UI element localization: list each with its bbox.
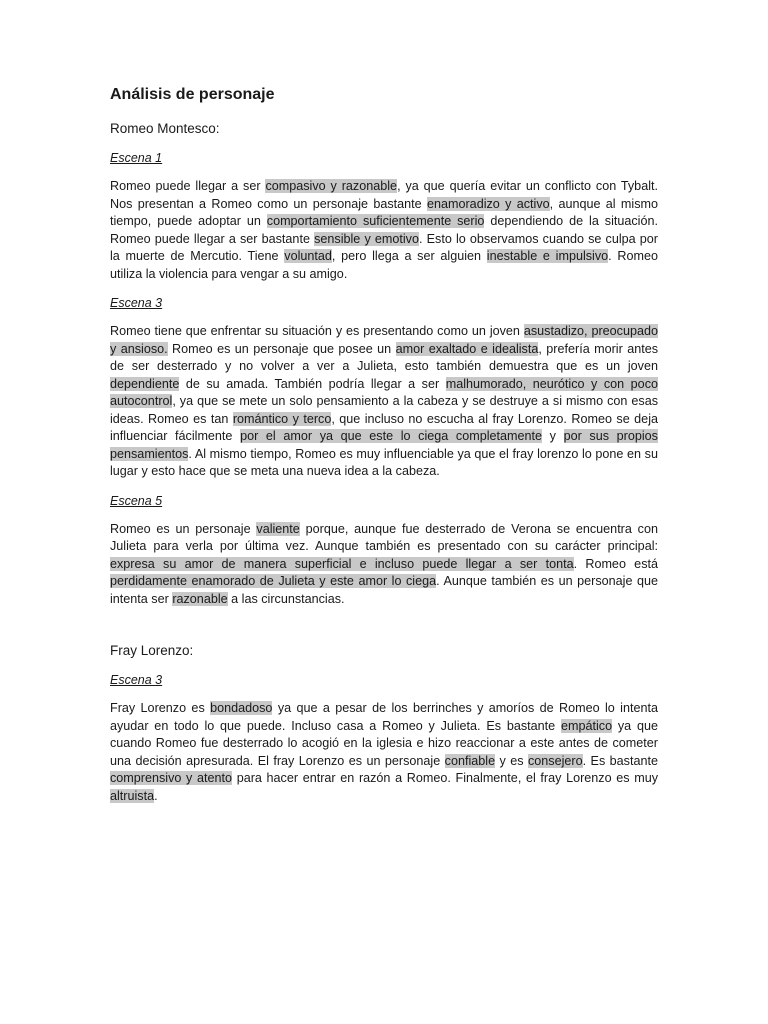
highlighted-text: expresa su amor de manera superficial e incluso puede llegar a ser tonta	[110, 556, 574, 571]
scene-label: Escena 3	[110, 296, 163, 310]
highlighted-text: voluntad	[284, 249, 332, 263]
character-heading: Romeo Montesco:	[110, 121, 220, 136]
text-run: y	[542, 429, 564, 443]
text-run: Romeo es un personaje	[110, 521, 257, 536]
text-run: . Al mismo tiempo, Romeo es muy influenciable ya que el fray lorenzo lo pone en su lugar y esto hace que se meta una nueva idea a la cabeza.	[110, 446, 658, 478]
highlighted-text: valiente	[256, 521, 300, 536]
highlighted-text: comprensivo y atento	[110, 771, 233, 785]
scene-label: Escena 3	[110, 673, 163, 687]
document-page	[110, 84, 658, 817]
highlighted-text: altruista	[110, 788, 155, 803]
scene-label: Escena 5	[110, 493, 163, 508]
highlighted-text: por el amor ya que este lo ciega completamente	[240, 429, 543, 443]
highlighted-text: asustadizo, preocupado y ansioso.	[110, 324, 658, 356]
text-run: . Aunque también es un personaje que intenta ser	[110, 574, 658, 606]
section-fray-lorenzo	[110, 642, 658, 805]
document-title: Análisis de personaje	[110, 86, 275, 103]
highlighted-text: compasivo y razonable	[265, 179, 398, 193]
text-run: .	[154, 788, 158, 803]
section-romeo	[110, 120, 658, 608]
highlighted-text: por sus propios pensamientos	[110, 429, 658, 461]
text-run: , ya que se mete un solo pensamiento a la cabeza y se destruye a si mismo con esas ideas. Romeo es tan	[110, 394, 658, 426]
highlighted-text: inestable e impulsivo	[486, 249, 609, 263]
highlighted-text: romántico y terco	[232, 411, 332, 426]
highlighted-text: razonable	[172, 591, 228, 606]
highlighted-text: perdidamente enamorado de Julieta y este amor lo ciega	[110, 574, 437, 588]
highlighted-text: malhumorado, neurótico y con poco autocontrol	[110, 376, 658, 408]
highlighted-text: dependiente	[110, 376, 180, 391]
scene-paragraph	[110, 178, 658, 283]
highlighted-text: confiable	[444, 753, 496, 768]
text-run: a las circunstancias.	[227, 591, 345, 606]
text-run: Romeo puede llegar a ser	[110, 179, 266, 193]
text-run: . Es bastante	[582, 753, 658, 768]
scene-paragraph	[110, 521, 658, 609]
scene-label: Escena 1	[110, 151, 163, 165]
character-heading: Fray Lorenzo:	[110, 643, 194, 658]
text-run: ya que cuando Romeo fue desterrado lo acogió en la iglesia e hizo reaccionar a este antes de cometer una decisión apresurada. El fray Lorenzo es un personaje	[110, 718, 659, 768]
text-run: , que incluso no escucha al fray Lorenzo. Romeo se deja influenciar fácilmente	[110, 411, 658, 443]
scene-paragraph	[110, 700, 658, 805]
text-run: ya que a pesar de los berrinches y amoríos de Romeo lo intenta ayudar en todo lo que puede. Incluso casa a Romeo y Julieta. Es bastante	[110, 701, 658, 733]
text-run: Romeo es un personaje que posee un	[167, 341, 396, 356]
text-run: dependiendo de la situación. Romeo puede llegar a ser bastante	[110, 214, 658, 246]
text-run: para hacer entrar en razón a Romeo. Finalmente, el fray Lorenzo es muy	[232, 771, 659, 785]
text-run: Romeo tiene que enfrentar su situación y es presentando como un joven	[110, 324, 524, 338]
highlighted-text: enamoradizo y activo	[426, 196, 550, 211]
highlighted-text: empático	[560, 718, 613, 733]
section-spacer	[110, 620, 658, 642]
highlighted-text: comportamiento suficientemente serio	[266, 214, 485, 228]
highlighted-text: bondadoso	[210, 701, 273, 715]
text-run: porque, aunque fue desterrado de Verona se encuentra con Julieta para verla por última vez. Aunque también es presentado con su carácter principal:	[110, 521, 658, 553]
text-run: , aunque al mismo tiempo, puede adoptar un	[110, 196, 658, 228]
scene-paragraph	[110, 323, 658, 481]
text-run: . Romeo utiliza la violencia para vengar a su amigo.	[110, 249, 659, 281]
highlighted-text: sensible y emotivo	[314, 231, 419, 246]
text-run: , ya que quería evitar un conflicto con Tybalt. Nos presentan a Romeo como un personaje bastante	[110, 179, 658, 211]
text-run: , prefería morir antes de ser desterrado y no volver a ver a Julieta, esto también demuestra que es un joven	[110, 341, 659, 373]
text-run: de su amada. También podría llegar a ser	[179, 376, 446, 391]
text-run: . Romeo está	[573, 556, 658, 571]
text-run: , pero llega a ser alguien	[331, 249, 487, 263]
highlighted-text: amor exaltado e idealista	[395, 341, 539, 356]
text-run: . Esto lo observamos cuando se culpa por la muerte de Mercutio. Tiene	[110, 231, 658, 263]
text-run: Fray Lorenzo es	[110, 701, 211, 715]
highlighted-text: consejero	[528, 753, 583, 768]
text-run: y es	[495, 753, 528, 768]
